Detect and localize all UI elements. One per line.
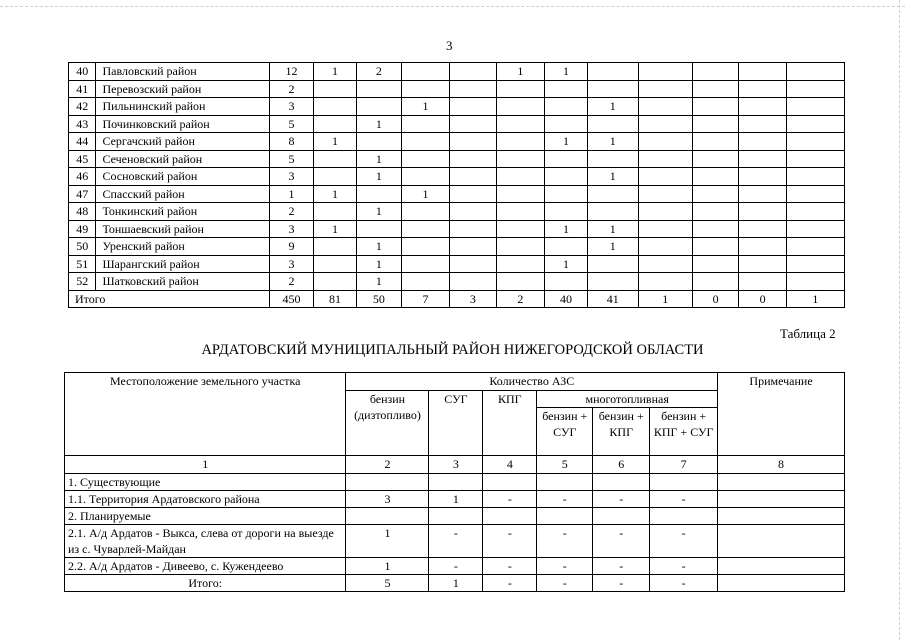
table-cell: [692, 168, 739, 186]
table-cell: [786, 220, 844, 238]
table-cell: [739, 255, 786, 273]
table-row: [69, 168, 845, 186]
table-cell: [314, 238, 357, 256]
table-cell: 1: [587, 98, 638, 116]
row-number: 47: [69, 185, 96, 203]
table-cell: 1: [356, 238, 401, 256]
table-cell: [450, 273, 497, 291]
table-cell: [545, 168, 588, 186]
table-cell: [638, 238, 692, 256]
table-cell: [496, 273, 544, 291]
total-cell: 1: [786, 290, 844, 308]
column-number: 8: [718, 456, 845, 474]
table-cell: [314, 150, 357, 168]
table-row: [65, 558, 845, 575]
column-number: 5: [537, 456, 593, 474]
table-cell: [692, 185, 739, 203]
table-cell: 1: [401, 98, 449, 116]
table-cell: [356, 98, 401, 116]
table-row: [69, 255, 845, 273]
table-cell: [401, 63, 449, 81]
table-row: [69, 80, 845, 98]
table-cell: [692, 220, 739, 238]
column-number: 1: [65, 456, 346, 474]
district-name: Перевозский район: [96, 80, 270, 98]
ardatov-table: [64, 372, 845, 592]
table-cell: -: [537, 525, 593, 558]
district-name: Сергачский район: [96, 133, 270, 151]
header-multi: многотопливная: [537, 391, 718, 408]
table-cell: [483, 508, 537, 525]
total-cell: 0: [692, 290, 739, 308]
header-note: Примечание: [718, 373, 845, 456]
table-cell: [496, 255, 544, 273]
table-cell: [587, 185, 638, 203]
table-cell: [638, 133, 692, 151]
table-cell: [786, 273, 844, 291]
row-number: 43: [69, 115, 96, 133]
table-cell: -: [429, 525, 483, 558]
table-cell: [450, 98, 497, 116]
row-number: 48: [69, 203, 96, 221]
table-cell: [450, 133, 497, 151]
table-cell: [692, 255, 739, 273]
table-cell: [638, 150, 692, 168]
table-cell: [718, 491, 845, 508]
table-cell: 1: [356, 168, 401, 186]
table-cell: 8: [269, 133, 313, 151]
table-cell: [739, 98, 786, 116]
district-name: Павловский район: [96, 63, 270, 81]
table-cell: [718, 575, 845, 592]
table-cell: [314, 273, 357, 291]
table-cell: 1: [587, 168, 638, 186]
row-number: 44: [69, 133, 96, 151]
table-cell: [450, 220, 497, 238]
row-number: 40: [69, 63, 96, 81]
header-kpg: КПГ: [483, 391, 537, 456]
table-cell: [314, 255, 357, 273]
total-row: [69, 290, 845, 308]
table-cell: [739, 80, 786, 98]
table-cell: [718, 525, 845, 558]
table-cell: 9: [269, 238, 313, 256]
table-cell: -: [483, 491, 537, 508]
table-row: [65, 525, 845, 558]
table-cell: [786, 168, 844, 186]
district-name: Тоншаевский район: [96, 220, 270, 238]
table-cell: [545, 80, 588, 98]
table-cell: [314, 168, 357, 186]
table-cell: 1: [314, 63, 357, 81]
table-cell: [739, 168, 786, 186]
table-cell: [739, 203, 786, 221]
table-cell: [587, 80, 638, 98]
table-cell: [638, 220, 692, 238]
table-cell: [429, 508, 483, 525]
table-cell: -: [650, 525, 718, 558]
district-name: Сосновский район: [96, 168, 270, 186]
table-cell: [786, 98, 844, 116]
table-cell: 1: [429, 575, 483, 592]
table-cell: [450, 115, 497, 133]
table-cell: 1: [587, 220, 638, 238]
table-cell: [496, 220, 544, 238]
table-cell: 1: [356, 273, 401, 291]
table-cell: [314, 80, 357, 98]
header-multi-petrol-kpg: бензин + КПГ: [593, 408, 650, 456]
table-cell: -: [650, 575, 718, 592]
districts-table: [68, 62, 845, 308]
table-cell: [545, 185, 588, 203]
table-cell: [786, 150, 844, 168]
total-cell: 7: [401, 290, 449, 308]
table-cell: [692, 238, 739, 256]
table-cell: [587, 273, 638, 291]
table-cell: [496, 238, 544, 256]
table-cell: [692, 63, 739, 81]
table-cell: [537, 474, 593, 491]
table-row: [69, 133, 845, 151]
table-cell: [496, 98, 544, 116]
total-cell: 450: [269, 290, 313, 308]
table-cell: [786, 238, 844, 256]
table-cell: 1: [314, 220, 357, 238]
table-row: [69, 220, 845, 238]
table-cell: [786, 255, 844, 273]
table-cell: 3: [269, 220, 313, 238]
table-cell: [356, 80, 401, 98]
table-row: [65, 491, 845, 508]
table-cell: 1: [314, 185, 357, 203]
table-row: [69, 238, 845, 256]
location-cell: Итого:: [65, 575, 346, 592]
row-number: 50: [69, 238, 96, 256]
row-number: 45: [69, 150, 96, 168]
table-cell: [496, 150, 544, 168]
total-cell: 81: [314, 290, 357, 308]
table-cell: 3: [269, 168, 313, 186]
table-cell: [739, 273, 786, 291]
table-cell: [786, 203, 844, 221]
total-row: [65, 575, 845, 592]
table-cell: -: [537, 558, 593, 575]
table-cell: [401, 150, 449, 168]
district-name: Починковский район: [96, 115, 270, 133]
table-cell: [593, 508, 650, 525]
header-sug: СУГ: [429, 391, 483, 456]
table-cell: 12: [269, 63, 313, 81]
table-cell: [346, 474, 429, 491]
table-cell: [545, 203, 588, 221]
district-name: Сеченовский район: [96, 150, 270, 168]
table-cell: [450, 168, 497, 186]
table-cell: [638, 115, 692, 133]
table-cell: [587, 255, 638, 273]
total-cell: 2: [496, 290, 544, 308]
table-cell: [496, 80, 544, 98]
table-cell: [356, 220, 401, 238]
table-cell: [786, 185, 844, 203]
table-cell: [545, 273, 588, 291]
table-cell: [401, 220, 449, 238]
table-cell: -: [650, 491, 718, 508]
table-row: [69, 115, 845, 133]
table-cell: [638, 98, 692, 116]
table-cell: [739, 63, 786, 81]
table-cell: [638, 203, 692, 221]
table-cell: [537, 508, 593, 525]
district-name: Тонкинский район: [96, 203, 270, 221]
table-cell: 2: [269, 80, 313, 98]
table-row: [69, 185, 845, 203]
table-cell: [692, 80, 739, 98]
table-cell: [450, 80, 497, 98]
row-number: 51: [69, 255, 96, 273]
table-cell: [638, 63, 692, 81]
table-cell: -: [593, 575, 650, 592]
section-row: [65, 508, 845, 525]
district-name: Шарангский район: [96, 255, 270, 273]
table-cell: [739, 220, 786, 238]
table-cell: [401, 115, 449, 133]
table-cell: [786, 133, 844, 151]
table-cell: [692, 133, 739, 151]
location-cell: 1. Существующие: [65, 474, 346, 491]
table-cell: [401, 273, 449, 291]
row-number: 42: [69, 98, 96, 116]
table-cell: 1: [545, 255, 588, 273]
table-cell: [401, 238, 449, 256]
table-cell: -: [593, 525, 650, 558]
location-cell: 2. Планируемые: [65, 508, 346, 525]
table-row: [69, 98, 845, 116]
table-cell: 1: [346, 525, 429, 558]
table-cell: 1: [496, 63, 544, 81]
total-cell: 3: [450, 290, 497, 308]
table-cell: [496, 115, 544, 133]
table-cell: 2: [356, 63, 401, 81]
table-cell: [587, 150, 638, 168]
table-cell: [450, 63, 497, 81]
table-cell: [450, 150, 497, 168]
table-cell: [496, 185, 544, 203]
table-cell: 1: [269, 185, 313, 203]
table-cell: [739, 133, 786, 151]
table-cell: [356, 133, 401, 151]
table-cell: 1: [587, 133, 638, 151]
table-cell: [786, 80, 844, 98]
row-number: 49: [69, 220, 96, 238]
table-cell: [545, 98, 588, 116]
location-cell: 2.1. А/д Ардатов - Выкса, слева от дороги на выезде из с. Чуварлей-Майдан: [65, 525, 346, 558]
total-cell: 50: [356, 290, 401, 308]
table-cell: [692, 115, 739, 133]
scan-edge-right: [899, 0, 900, 640]
table-cell: 2: [269, 273, 313, 291]
table-cell: [450, 238, 497, 256]
location-cell: 1.1. Территория Ардатовского района: [65, 491, 346, 508]
table-cell: [314, 98, 357, 116]
table-cell: -: [537, 491, 593, 508]
row-number: 46: [69, 168, 96, 186]
table-cell: [401, 203, 449, 221]
table-cell: [587, 203, 638, 221]
table-cell: -: [593, 491, 650, 508]
table-cell: [545, 150, 588, 168]
row-number: 41: [69, 80, 96, 98]
table-cell: -: [593, 558, 650, 575]
table-cell: [346, 508, 429, 525]
column-number: 3: [429, 456, 483, 474]
table-cell: [650, 474, 718, 491]
header-multi-petrol-kpg-sug: бензин + КПГ + СУГ: [650, 408, 718, 456]
table-cell: 3: [269, 98, 313, 116]
table-cell: 1: [401, 185, 449, 203]
table-row: [69, 150, 845, 168]
section-row: [65, 474, 845, 491]
header-multi-petrol-sug: бензин + СУГ: [537, 408, 593, 456]
table-cell: 1: [356, 255, 401, 273]
scan-edge-top: [0, 6, 905, 7]
table-cell: [650, 508, 718, 525]
table-cell: -: [483, 558, 537, 575]
header-location: Местоположение земельного участка: [65, 373, 346, 456]
district-name: Спасский район: [96, 185, 270, 203]
table-cell: -: [483, 525, 537, 558]
table-cell: [739, 150, 786, 168]
table-cell: [593, 474, 650, 491]
column-number: 7: [650, 456, 718, 474]
table-cell: [692, 203, 739, 221]
table-cell: [718, 558, 845, 575]
table-cell: [314, 115, 357, 133]
table-cell: [356, 185, 401, 203]
table-row: [69, 63, 845, 81]
table-cell: [496, 133, 544, 151]
table-cell: [401, 80, 449, 98]
total-cell: 40: [545, 290, 588, 308]
table-row: [69, 273, 845, 291]
table-cell: [739, 238, 786, 256]
table-cell: -: [650, 558, 718, 575]
table-cell: [718, 474, 845, 491]
table-cell: -: [429, 558, 483, 575]
table-cell: [401, 255, 449, 273]
table-cell: 1: [545, 63, 588, 81]
table-cell: [545, 238, 588, 256]
total-cell: 41: [587, 290, 638, 308]
total-cell: 0: [739, 290, 786, 308]
table-cell: 5: [269, 150, 313, 168]
table-cell: -: [537, 575, 593, 592]
table-cell: 5: [269, 115, 313, 133]
table-cell: [314, 203, 357, 221]
table-row: [69, 203, 845, 221]
table-cell: [739, 115, 786, 133]
table-cell: 1: [356, 115, 401, 133]
header-count: Количество АЗС: [346, 373, 718, 391]
table-cell: 1: [587, 238, 638, 256]
table-cell: [692, 150, 739, 168]
column-number: 6: [593, 456, 650, 474]
table-cell: [692, 273, 739, 291]
table-cell: [545, 115, 588, 133]
table-cell: 1: [545, 220, 588, 238]
column-number-row: [65, 456, 845, 474]
table-cell: [718, 508, 845, 525]
table-cell: [587, 115, 638, 133]
table-cell: [450, 255, 497, 273]
total-cell: 1: [638, 290, 692, 308]
page-number: 3: [446, 38, 453, 53]
table-cell: 1: [429, 491, 483, 508]
table-cell: [739, 185, 786, 203]
table-cell: [638, 273, 692, 291]
table-cell: 2: [269, 203, 313, 221]
table-cell: [496, 168, 544, 186]
table-cell: [450, 185, 497, 203]
table-cell: [638, 185, 692, 203]
table-cell: [450, 203, 497, 221]
table-cell: [496, 203, 544, 221]
table-cell: 3: [346, 491, 429, 508]
header-petrol: бензин (дизтопливо): [346, 391, 429, 456]
table-cell: [587, 63, 638, 81]
table-cell: [786, 115, 844, 133]
table-cell: [401, 168, 449, 186]
row-number: 52: [69, 273, 96, 291]
table-cell: [786, 63, 844, 81]
table-cell: [401, 133, 449, 151]
column-number: 2: [346, 456, 429, 474]
column-number: 4: [483, 456, 537, 474]
district-name: Шатковский район: [96, 273, 270, 291]
page-title: АРДАТОВСКИЙ МУНИЦИПАЛЬНЫЙ РАЙОН НИЖЕГОРОДСКОЙ ОБЛАСТИ: [201, 342, 704, 358]
district-name: Уренский район: [96, 238, 270, 256]
table-cell: [638, 255, 692, 273]
table-cell: 1: [356, 150, 401, 168]
location-cell: 2.2. А/д Ардатов - Дивеево, с. Кужендеево: [65, 558, 346, 575]
table-cell: 1: [314, 133, 357, 151]
table-cell: 1: [346, 558, 429, 575]
table-cell: 5: [346, 575, 429, 592]
table-cell: 1: [545, 133, 588, 151]
table-cell: 1: [356, 203, 401, 221]
table-cell: [638, 80, 692, 98]
total-label: Итого: [69, 290, 270, 308]
table-cell: 3: [269, 255, 313, 273]
table-cell: -: [483, 575, 537, 592]
table-cell: [638, 168, 692, 186]
table-cell: [429, 474, 483, 491]
table-cell: [692, 98, 739, 116]
table-label: Таблица 2: [780, 326, 836, 341]
table-cell: [483, 474, 537, 491]
district-name: Пильнинский район: [96, 98, 270, 116]
